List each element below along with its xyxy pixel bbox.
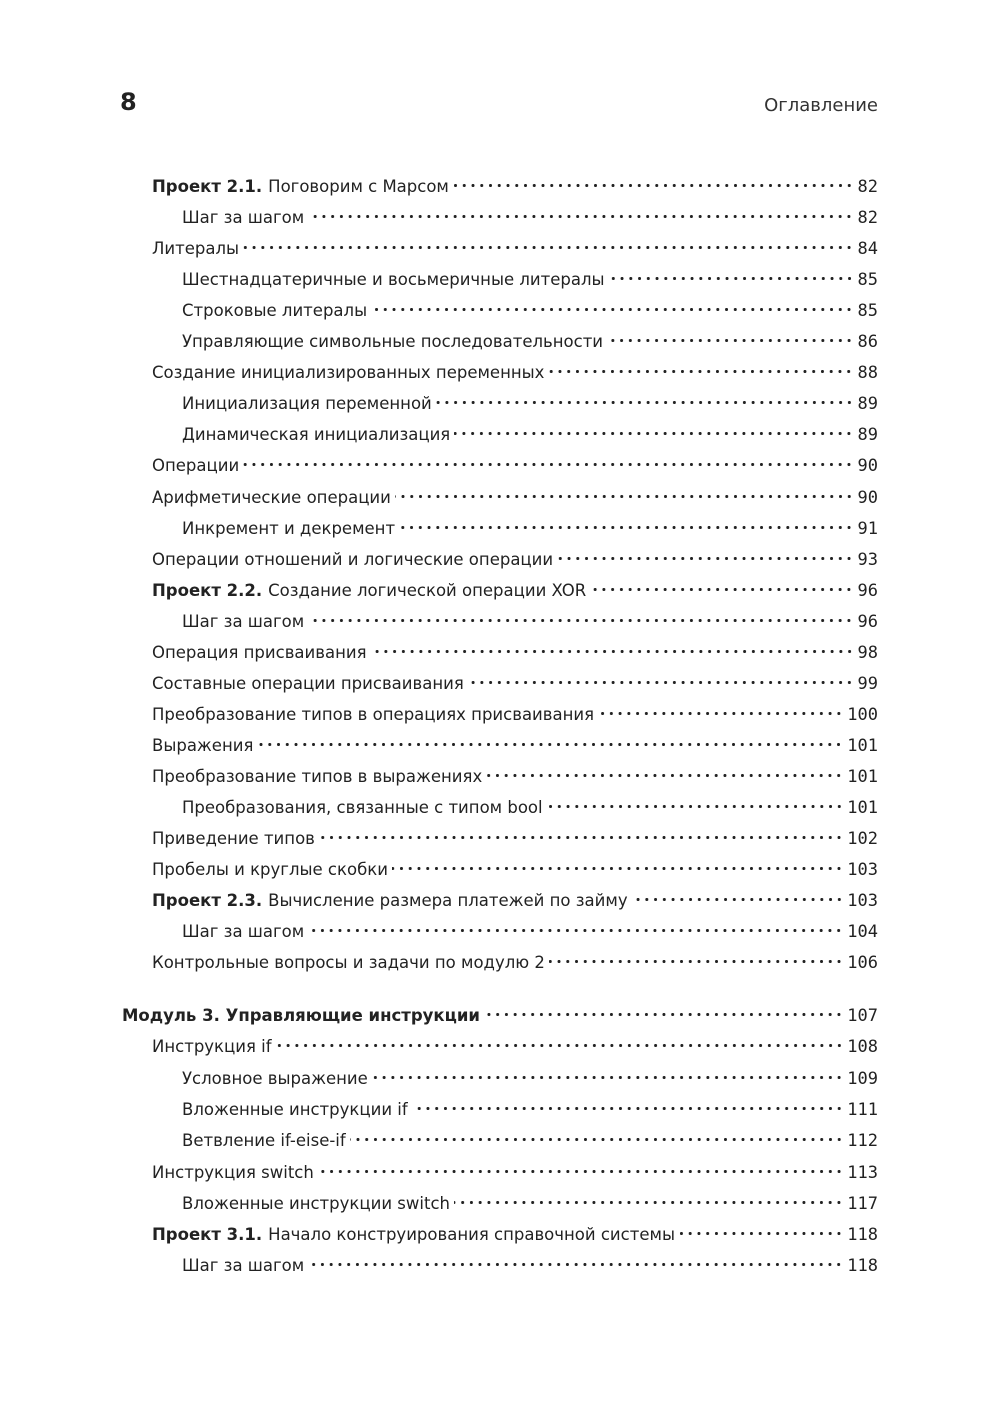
toc-entry[interactable] xyxy=(152,727,878,756)
toc-entry-title: Вложенные инструкции switch xyxy=(182,1193,450,1213)
toc-entry-title: Создание логической операции XOR xyxy=(268,580,587,600)
dot-leader xyxy=(632,882,844,906)
toc-entry-title: Условное выражение xyxy=(182,1068,368,1088)
toc-entry[interactable] xyxy=(152,447,878,477)
toc-entry[interactable] xyxy=(152,479,878,508)
toc-entry-label: Проект 3.1. xyxy=(152,1225,263,1245)
toc-entry-title: Литералы xyxy=(152,239,240,259)
toc-entry[interactable] xyxy=(182,323,878,353)
toc-page-number: 103 xyxy=(847,891,878,912)
toc-entry[interactable] xyxy=(152,665,878,694)
dot-leader xyxy=(243,230,853,254)
toc-page-number: 99 xyxy=(857,673,878,694)
toc-entry-title: Контрольные вопросы и задачи по модулю 2 xyxy=(152,953,545,973)
toc-entry-title: Управляющие символьные последовательности xyxy=(182,332,604,352)
toc-page-number: 101 xyxy=(847,798,878,818)
toc-entry-label: Проект 2.1. xyxy=(152,177,263,196)
toc-entry[interactable] xyxy=(182,1060,878,1089)
toc-page-number: 82 xyxy=(857,177,878,197)
running-title: Оглавление xyxy=(764,95,878,116)
toc-page-number: 82 xyxy=(857,208,878,229)
dot-leader xyxy=(454,416,853,440)
toc-page-number: 93 xyxy=(857,549,878,570)
toc-page-number: 90 xyxy=(857,487,878,508)
toc-entry[interactable] xyxy=(152,1028,878,1058)
toc-entry-title: Операция присваивания xyxy=(152,642,367,662)
toc-page-number: 89 xyxy=(857,425,878,446)
toc-entry[interactable] xyxy=(182,1247,878,1277)
toc-entry-title: Составные операции присваивания xyxy=(152,673,464,693)
toc-entry[interactable] xyxy=(182,1122,878,1152)
toc-entry[interactable] xyxy=(152,572,878,601)
toc-page-number: 100 xyxy=(847,704,878,725)
toc-page-number: 85 xyxy=(857,270,878,291)
toc-entry[interactable] xyxy=(182,1091,878,1120)
dot-leader xyxy=(607,323,853,347)
toc-entry-title: Операции xyxy=(152,456,240,476)
toc-entry-title: Арифметические операции xyxy=(152,487,391,507)
toc-entry[interactable] xyxy=(152,696,878,725)
toc-entry-title: Шаг за шагом xyxy=(182,922,305,942)
toc-page-number: 106 xyxy=(847,953,878,974)
toc-entry[interactable] xyxy=(152,1216,878,1246)
dot-leader xyxy=(436,385,854,409)
toc-page-number: 107 xyxy=(847,1006,878,1026)
dot-leader xyxy=(257,727,843,751)
toc-page-number: 84 xyxy=(857,239,878,260)
toc-entry-title: Преобразования, связанные с типом bool xyxy=(182,798,543,817)
toc-page-number: 103 xyxy=(847,860,878,881)
toc-page-number: 118 xyxy=(847,1256,878,1277)
dot-leader xyxy=(392,851,843,875)
toc-entry-title: Инкремент и декремент xyxy=(182,518,396,538)
toc-entry-title: Поговорим с Марсом xyxy=(268,177,449,196)
toc-page-number: 101 xyxy=(847,735,878,756)
toc-entry-title: Шестнадцатеричные и восьмеричные литералы xyxy=(182,270,605,290)
dot-leader xyxy=(319,820,843,844)
toc-entry-title: Пробелы и круглые скобки xyxy=(152,860,388,880)
toc-entry-title: Создание инициализированных переменных xyxy=(152,363,545,383)
dot-leader xyxy=(395,479,854,503)
toc-entry[interactable] xyxy=(152,1154,878,1183)
toc-entry-title: Преобразование типов в операциях присваивания xyxy=(152,704,595,724)
toc-page-number: 89 xyxy=(857,394,878,415)
dot-leader xyxy=(243,447,853,471)
toc-entry-title: Начало конструирования справочной системы xyxy=(268,1225,675,1245)
toc-entry[interactable] xyxy=(182,789,878,818)
toc-entry[interactable] xyxy=(152,758,878,787)
toc-page-number: 91 xyxy=(857,518,878,539)
toc-entry-title: Шаг за шагом xyxy=(182,611,305,631)
dot-leader xyxy=(590,572,853,596)
toc-entry-title: Шаг за шагом xyxy=(182,208,305,228)
toc-page-number: 96 xyxy=(857,580,878,601)
toc-entry-title: Инициализация переменной xyxy=(182,394,432,414)
toc-entry-title: Ветвление if-eise-if xyxy=(182,1131,346,1151)
toc-entry-title: Приведение типов xyxy=(152,829,315,849)
toc-entry[interactable] xyxy=(182,603,878,632)
toc-entry[interactable] xyxy=(152,944,878,974)
toc-page-number: 96 xyxy=(857,611,878,632)
toc-entry-title: Операции отношений и логические операции xyxy=(152,549,554,569)
toc-entry[interactable] xyxy=(182,261,878,291)
toc-entry[interactable] xyxy=(182,510,878,539)
dot-leader xyxy=(679,1216,843,1240)
dot-leader xyxy=(371,634,854,658)
toc-entry[interactable] xyxy=(182,416,878,446)
toc-entry[interactable] xyxy=(182,292,878,322)
dot-leader xyxy=(276,1028,844,1052)
dot-leader xyxy=(557,541,853,565)
toc-entry[interactable] xyxy=(152,851,878,881)
toc-entry-title: Вычисление размера платежей по займу xyxy=(268,891,628,911)
toc-page-number: 101 xyxy=(847,766,878,787)
toc-page-number: 104 xyxy=(847,922,878,943)
toc-entry[interactable] xyxy=(182,385,878,415)
toc-page-number: 113 xyxy=(847,1162,878,1183)
toc-page-number: 118 xyxy=(847,1225,878,1246)
toc-entry[interactable] xyxy=(152,168,878,197)
dot-leader xyxy=(399,510,853,534)
toc-page-number: 88 xyxy=(857,363,878,384)
dot-leader xyxy=(371,292,853,316)
dot-leader xyxy=(549,944,843,968)
toc-entry-title: Модуль 3. Управляющие инструкции xyxy=(122,1006,480,1025)
toc-page-number: 117 xyxy=(847,1193,878,1214)
dot-leader xyxy=(308,603,853,627)
toc-entry[interactable] xyxy=(152,634,878,663)
toc-entry[interactable] xyxy=(182,199,878,229)
dot-leader xyxy=(372,1060,843,1084)
toc-entry[interactable] xyxy=(152,820,878,850)
toc-entry-title: Шаг за шагом xyxy=(182,1256,305,1276)
dot-leader xyxy=(412,1091,844,1115)
toc-entry[interactable] xyxy=(182,913,878,943)
dot-leader xyxy=(598,696,843,720)
toc-entry[interactable] xyxy=(152,541,878,570)
toc-entry-title: Динамическая инициализация xyxy=(182,425,451,445)
toc-entry-label: Проект 2.2. xyxy=(152,580,263,600)
toc-page-number: 86 xyxy=(857,332,878,353)
toc-entry[interactable] xyxy=(182,1185,878,1214)
dot-leader xyxy=(453,168,854,192)
dot-leader xyxy=(548,354,853,378)
dot-leader xyxy=(547,789,844,813)
toc-page-number: 111 xyxy=(847,1099,878,1120)
dot-leader xyxy=(486,758,843,782)
toc-entry-title: Инструкция switch xyxy=(152,1162,314,1182)
dot-leader xyxy=(609,261,854,285)
toc-page-number: 90 xyxy=(857,456,878,477)
toc-page-number: 112 xyxy=(847,1131,878,1152)
page-number: 8 xyxy=(120,88,137,116)
toc-page-number: 108 xyxy=(847,1037,878,1058)
toc-page-number: 102 xyxy=(847,829,878,850)
dot-leader xyxy=(454,1185,843,1209)
toc-entry-title: Преобразование типов в выражениях xyxy=(152,766,483,786)
toc-entry-title: Выражения xyxy=(152,735,254,755)
toc-page-number: 109 xyxy=(847,1068,878,1089)
toc-entry-label: Проект 2.3. xyxy=(152,891,263,911)
toc-entry-title: Строковые литералы xyxy=(182,301,368,321)
toc-page-number: 85 xyxy=(857,301,878,322)
dot-leader xyxy=(308,1247,843,1271)
toc-entry[interactable] xyxy=(152,354,878,384)
toc-page-number: 98 xyxy=(857,642,878,663)
toc-entry-title: Вложенные инструкции if xyxy=(182,1099,408,1119)
dot-leader xyxy=(308,913,843,937)
toc-entry-title: Инструкция if xyxy=(152,1037,272,1057)
toc-module-entry[interactable] xyxy=(122,997,878,1026)
dot-leader xyxy=(318,1154,843,1178)
toc-entry[interactable] xyxy=(152,230,878,260)
dot-leader xyxy=(484,997,843,1021)
dot-leader xyxy=(308,199,853,223)
dot-leader xyxy=(468,665,854,689)
toc-entry[interactable] xyxy=(152,882,878,912)
dot-leader xyxy=(350,1122,844,1146)
